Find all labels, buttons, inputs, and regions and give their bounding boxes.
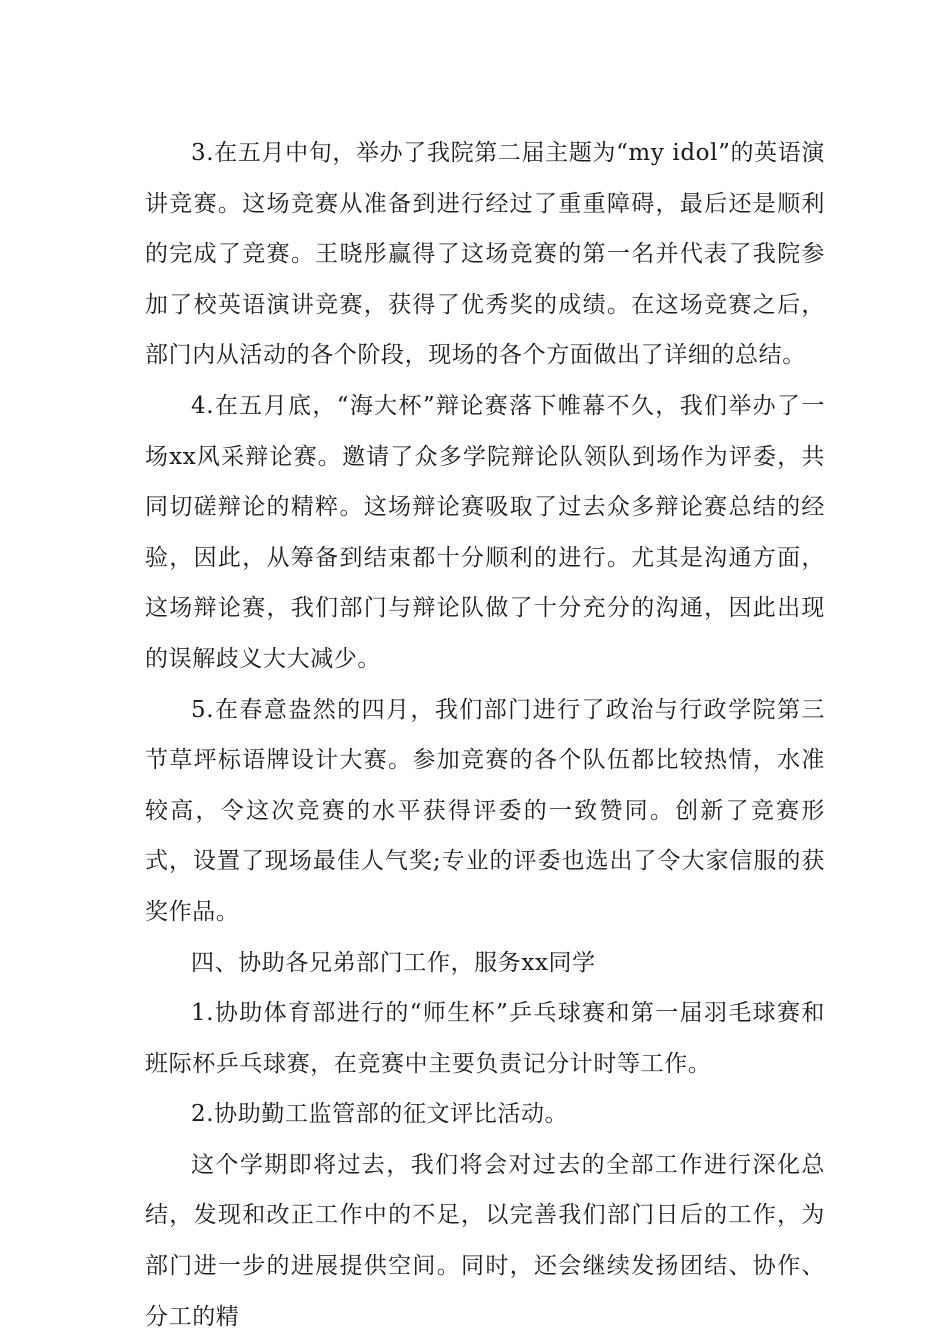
paragraph-slogan-design-contest: 5.在春意盎然的四月，我们部门进行了政治与行政学院第三节草坪标语牌设计大赛。参加竞赛的各个队伍都比较热情，水准较高，令这次竞赛的水平获得评委的一致赞同。创新了竞赛形式，设置了现场最佳人气奖;专业的评委也选出了令大家信服的获奖作品。 bbox=[145, 696, 825, 925]
paragraph-assist-sports-dept: 1.协助体育部进行的“师生杯”乒乓球赛和第一届羽毛球赛和班际杯乒乓球赛，在竞赛中主要负责记分计时等工作。 bbox=[145, 1000, 825, 1077]
paragraph-debate-contest: 4.在五月底，“海大杯”辩论赛落下帷幕不久，我们举办了一场xx风采辩论赛。邀请了众多学院辩论队领队到场作为评委，共同切磋辩论的精粹。这场辩论赛吸取了过去众多辩论赛总结的经验，因此，从筹备到结束都十分顺利的进行。尤其是沟通方面，这场辩论赛，我们部门与辩论队做了十分充分的沟通，因此出现的误解歧义大大减少。 bbox=[145, 392, 825, 672]
paragraph-semester-summary: 这个学期即将过去，我们将会对过去的全部工作进行深化总结，发现和改正工作中的不足，以完善我们部门日后的工作，为部门进一步的进展提供空间。同时，还会继续发扬团结、协作、分工的精 bbox=[145, 1151, 825, 1330]
section-heading-assist-departments: 四、协助各兄弟部门工作，服务xx同学 bbox=[191, 949, 596, 976]
paragraph-assist-essay-event: 2.协助勤工监管部的征文评比活动。 bbox=[191, 1101, 569, 1128]
document-body bbox=[145, 128, 825, 1342]
paragraph-speech-contest: 3.在五月中旬，举办了我院第二届主题为“my idol”的英语演讲竞赛。这场竞赛从准备到进行经过了重重障碍，最后还是顺利的完成了竞赛。王晓彤赢得了这场竞赛的第一名并代表了我院参加了校英语演讲竞赛，获得了优秀奖的成绩。在这场竞赛之后，部门内从活动的各个阶段，现场的各个方面做出了详细的总结。 bbox=[145, 140, 825, 369]
